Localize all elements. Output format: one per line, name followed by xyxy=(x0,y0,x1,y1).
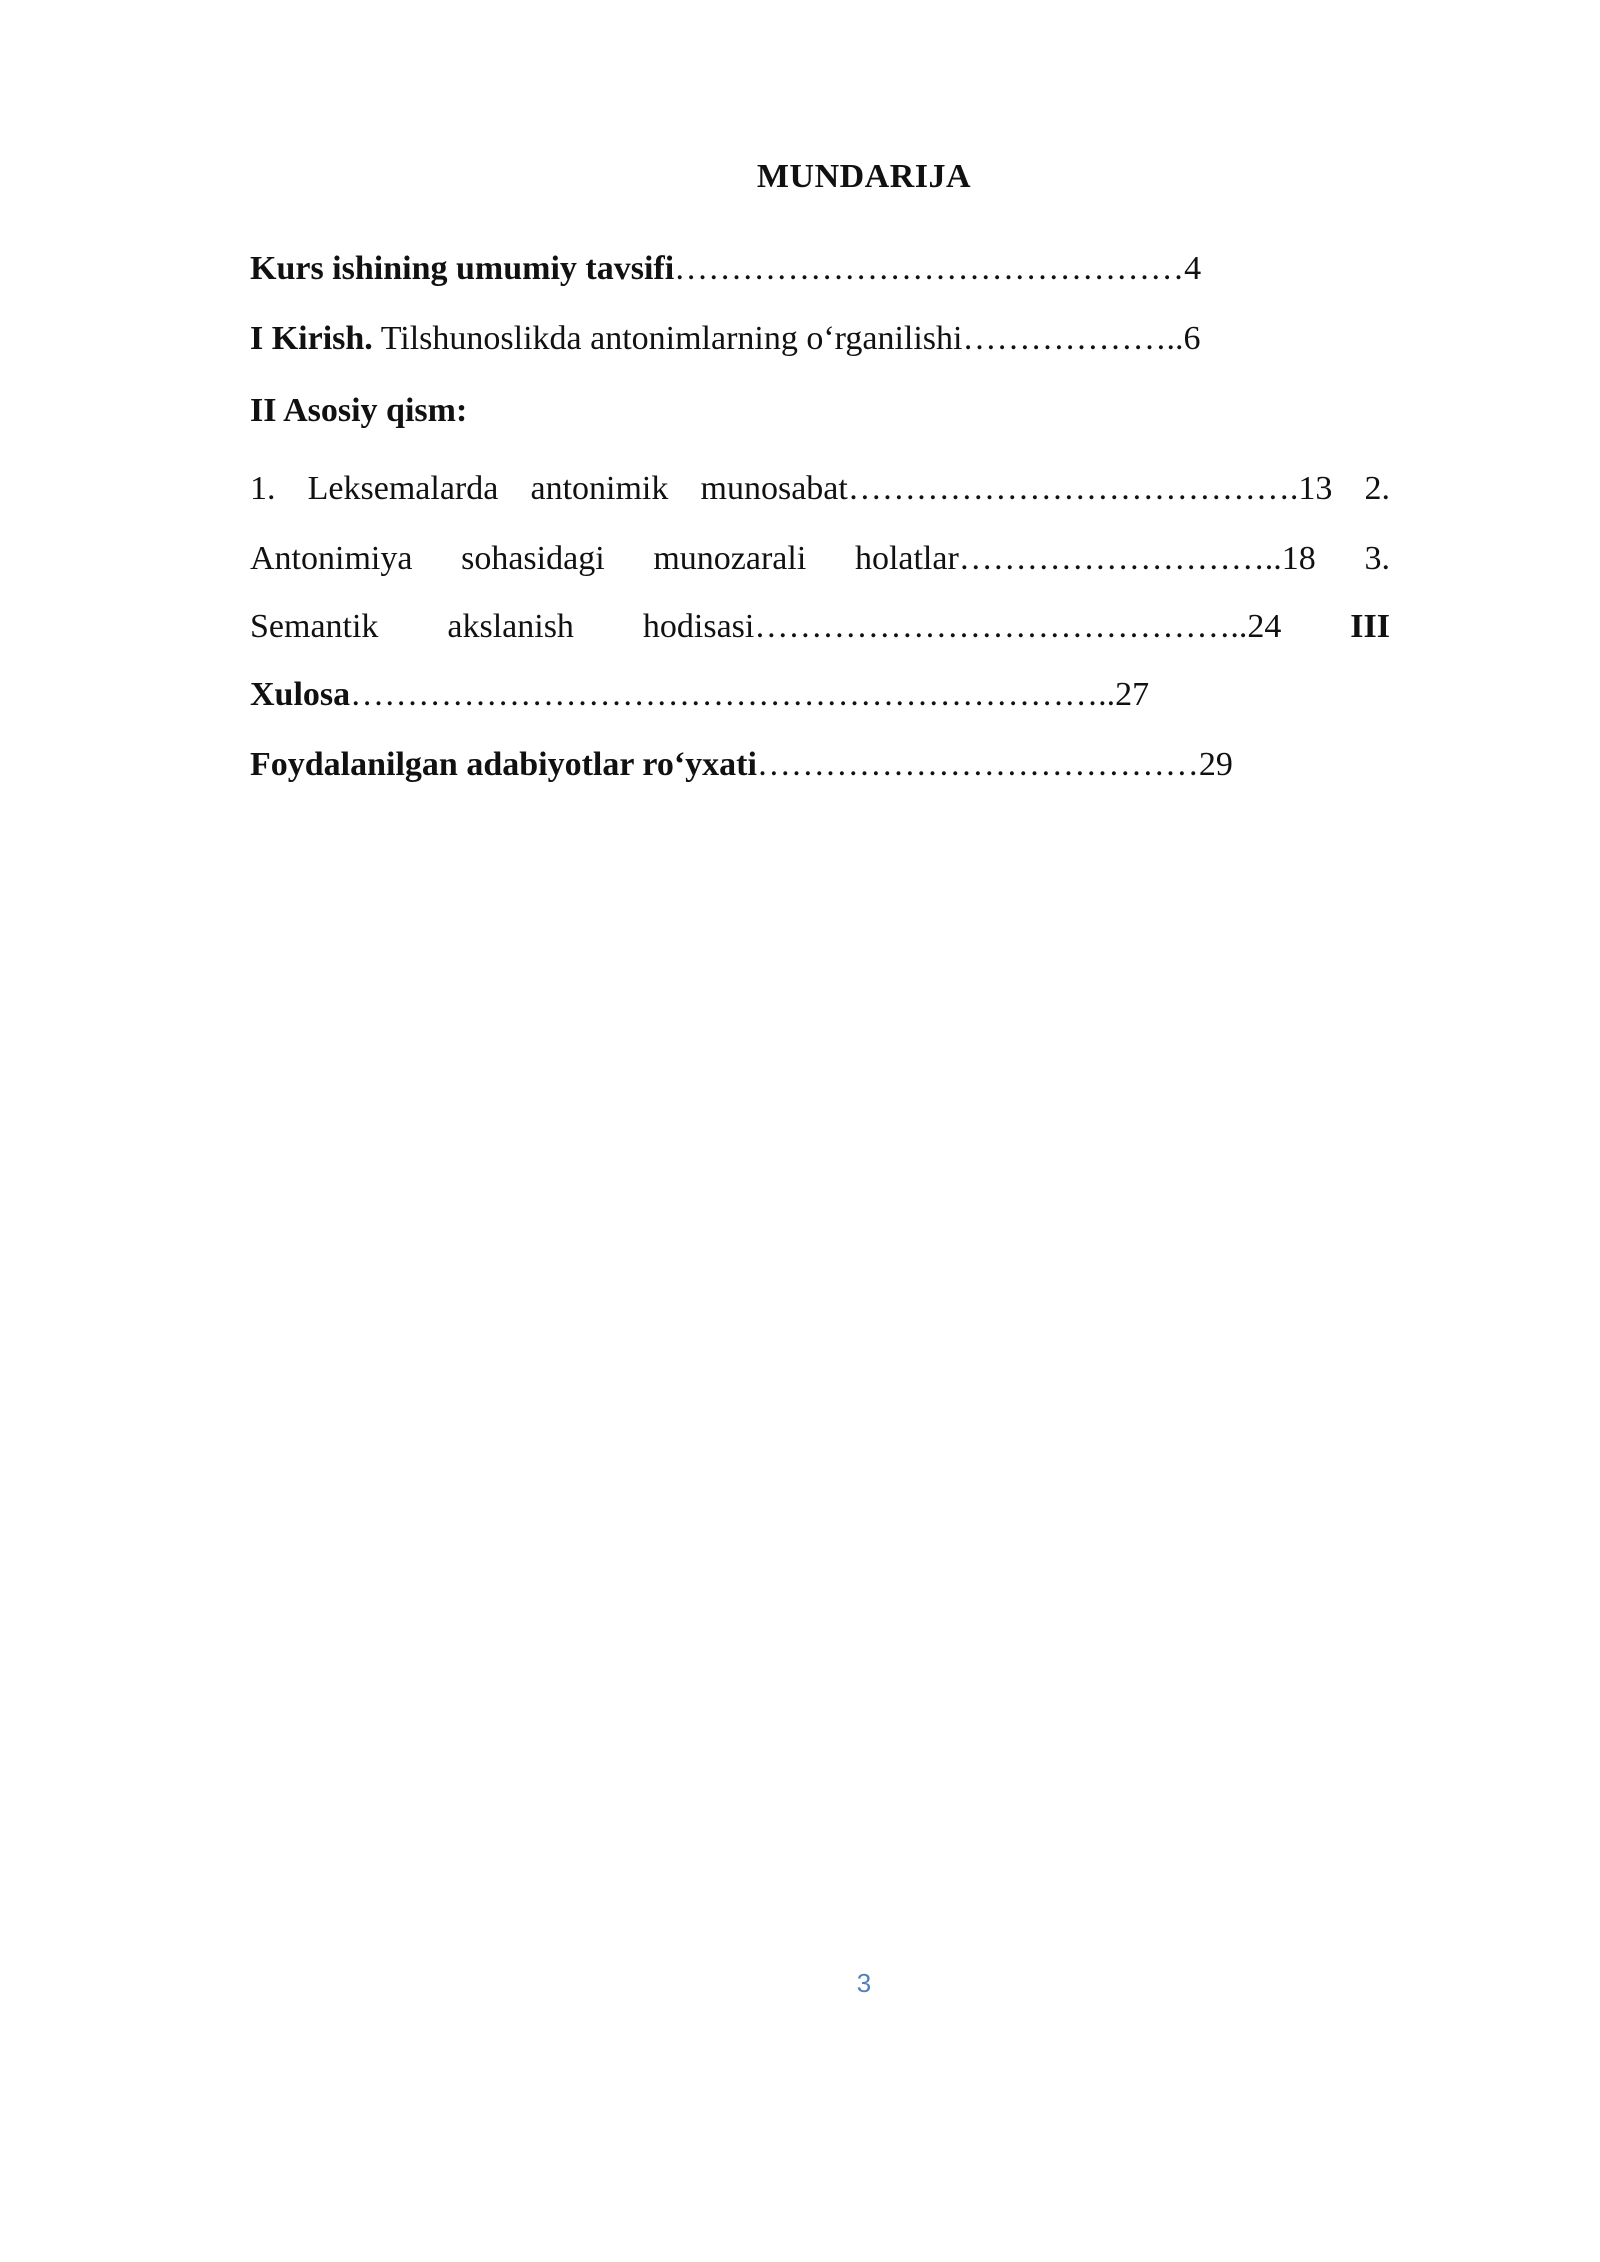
toc-word: Leksemalarda xyxy=(307,470,499,507)
toc-entry-intro xyxy=(250,320,1200,358)
toc-leader-dots: ……………………………………… xyxy=(674,250,1185,287)
toc-word: antonimik xyxy=(530,470,669,507)
toc-entry-references xyxy=(250,746,1233,784)
toc-entry-line-5 xyxy=(250,540,1390,578)
toc-page-number: 6 xyxy=(1183,320,1201,357)
toc-page-number: 29 xyxy=(1198,746,1233,783)
toc-word: III xyxy=(1350,608,1390,645)
toc-leader-dots: ………………………………………………………….. xyxy=(350,676,1116,713)
toc-page-number: 27 xyxy=(1115,676,1150,713)
toc-word: munosabat………………………………….13 xyxy=(700,470,1333,507)
toc-word: sohasidagi xyxy=(461,540,605,577)
toc-leader-dots: ………………………………… xyxy=(756,746,1199,783)
toc-word: hodisasi……………………………………..24 xyxy=(642,608,1282,645)
toc-word: Antonimiya xyxy=(250,540,413,577)
toc-entry-label: Foydalanilgan adabiyotlar ro‘yxati xyxy=(250,746,757,783)
toc-word: 1. xyxy=(250,470,276,507)
toc-word: 2. xyxy=(1364,470,1390,507)
toc-main-heading: II Asosiy qism: xyxy=(250,392,468,429)
toc-word: Semantik xyxy=(250,608,379,645)
toc-page-number: 4 xyxy=(1184,250,1202,287)
toc-leader-dots: ……………….. xyxy=(962,320,1184,357)
toc-word: holatlar………………………..18 xyxy=(854,540,1316,577)
toc-entry-line-4 xyxy=(250,470,1390,508)
toc-word: 3. xyxy=(1364,540,1390,577)
toc-entry-label: Tilshunoslikda antonimlarning o‘rganilishi xyxy=(372,320,963,357)
toc-entry-line-6 xyxy=(250,608,1390,646)
toc-entry-general xyxy=(250,250,1201,288)
toc-entry-conclusion xyxy=(250,676,1149,714)
toc-word: akslanish xyxy=(447,608,574,645)
toc-entry-label: Xulosa xyxy=(250,676,351,713)
toc-entry-label: Kurs ishining umumiy tavsifi xyxy=(250,250,675,287)
toc-entry-section-label: I Kirish. xyxy=(250,320,373,357)
page-number: 3 xyxy=(856,1968,872,1998)
page-title: MUNDARIJA xyxy=(756,158,972,195)
toc-word: munozarali xyxy=(653,540,807,577)
